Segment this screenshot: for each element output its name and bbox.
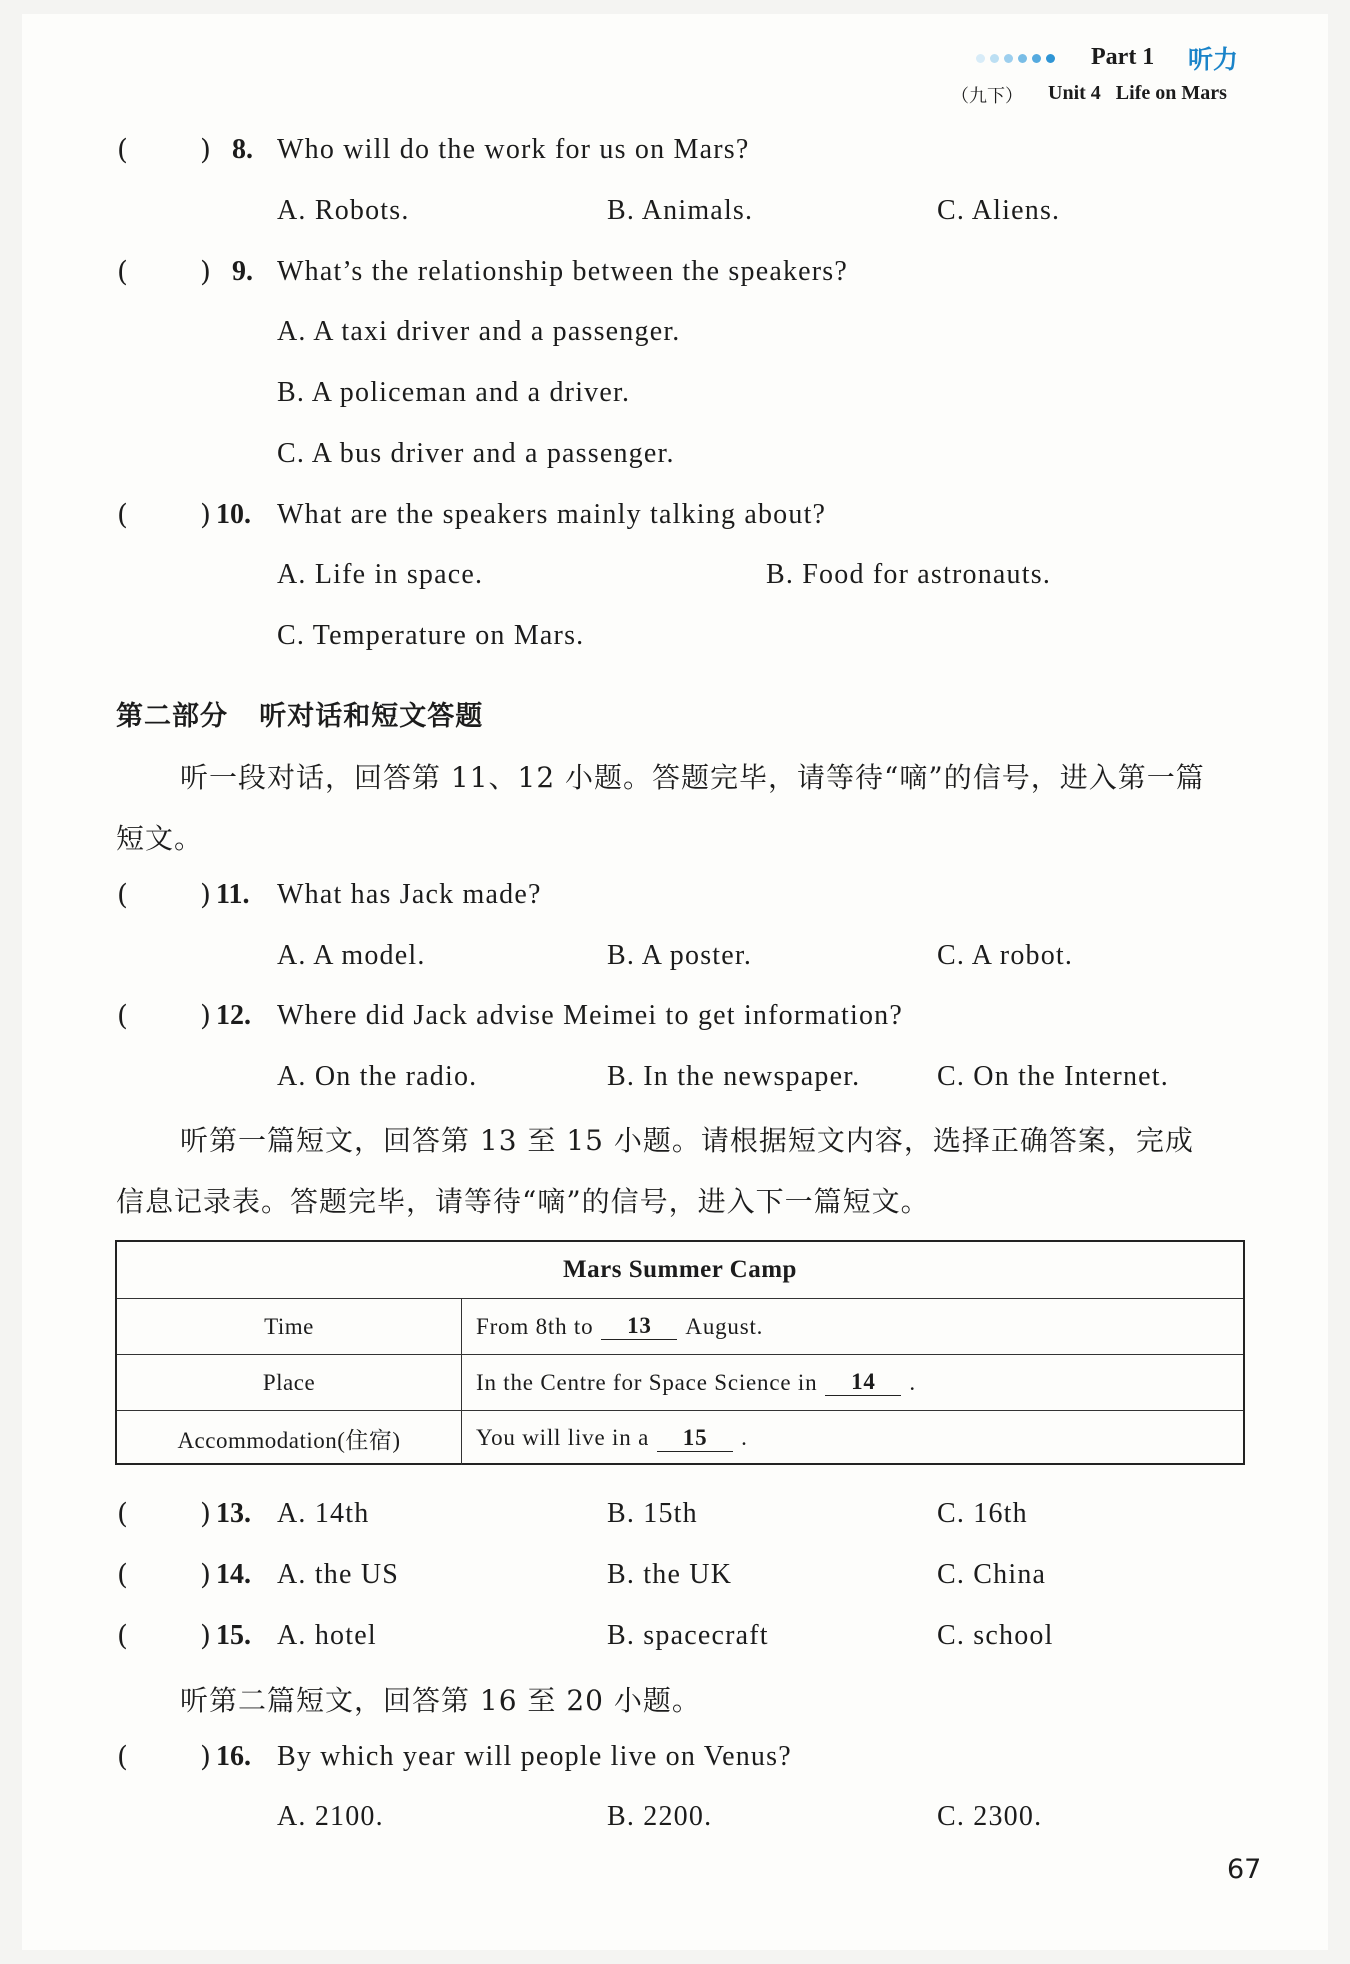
section-name: 听对话和短文答题 — [259, 701, 484, 732]
answer-bracket-open[interactable]: ( — [117, 498, 128, 531]
workbook-page — [22, 14, 1328, 1950]
header-dot — [1046, 54, 1055, 63]
question-number: 9. — [232, 256, 253, 287]
header-dot — [1032, 54, 1041, 63]
value-after: August. — [685, 1313, 764, 1339]
passage2-instructions: 听第二篇短文，回答第 16 至 20 小题。 — [180, 1684, 701, 1717]
question-number: 11. — [216, 879, 250, 910]
option-c[interactable]: C. school — [937, 1620, 1054, 1651]
row-value — [462, 1411, 1243, 1465]
question-text: Who will do the work for us on Mars? — [277, 134, 750, 165]
option-c[interactable]: C. 16th — [937, 1498, 1028, 1529]
question-text: What has Jack made? — [277, 879, 542, 910]
answer-bracket-open[interactable]: ( — [117, 1619, 128, 1652]
answer-bracket-close: ) — [200, 498, 211, 531]
option-b[interactable]: B. 2200. — [607, 1801, 713, 1832]
row-value — [462, 1299, 1243, 1354]
question-number: 8. — [232, 134, 253, 165]
answer-bracket-open[interactable]: ( — [117, 255, 128, 288]
option-c[interactable]: C. Temperature on Mars. — [277, 620, 585, 651]
option-c[interactable]: C. A bus driver and a passenger. — [277, 438, 675, 469]
value-before: You will live in a — [476, 1425, 650, 1450]
value-after: . — [909, 1369, 916, 1395]
row-label: Time — [117, 1299, 462, 1354]
answer-bracket-close: ) — [200, 1558, 211, 1591]
answer-bracket-close: ) — [200, 1740, 211, 1773]
header-section-cn: 听力 — [1188, 45, 1239, 74]
dialogue-instructions-line-1: 听一段对话，回答第 11、12 小题。答题完毕，请等待“嘀”的信号，进入第一篇 — [180, 761, 1205, 794]
option-b[interactable]: B. In the newspaper. — [607, 1061, 861, 1092]
option-c[interactable]: C. China — [937, 1559, 1047, 1590]
value-before: In the Centre for Space Science in — [476, 1369, 818, 1395]
table-row-place — [117, 1354, 1243, 1410]
value-before: From 8th to — [476, 1313, 594, 1339]
blank-15[interactable]: 15 — [657, 1425, 733, 1452]
passage1-instructions-line-1: 听第一篇短文，回答第 13 至 15 小题。请根据短文内容，选择正确答案，完成 — [180, 1124, 1194, 1157]
blank-13[interactable]: 13 — [601, 1313, 677, 1340]
header-unit-number: Unit 4 — [1048, 82, 1101, 104]
row-value — [462, 1355, 1243, 1410]
answer-bracket-close: ) — [200, 255, 211, 288]
option-b[interactable]: B. A poster. — [607, 940, 753, 971]
option-b[interactable]: B. the UK — [607, 1559, 733, 1590]
question-number: 16. — [216, 1741, 251, 1772]
option-c[interactable]: C. Aliens. — [937, 195, 1061, 226]
option-b[interactable]: B. Animals. — [607, 195, 754, 226]
section-title — [116, 694, 483, 733]
answer-bracket-close: ) — [200, 999, 211, 1032]
blank-14[interactable]: 14 — [825, 1369, 901, 1396]
header-unit-title: Life on Mars — [1115, 82, 1227, 104]
option-a[interactable]: A. Life in space. — [277, 559, 484, 590]
value-after: . — [741, 1425, 748, 1450]
option-a[interactable]: A. the US — [277, 1559, 400, 1590]
option-a[interactable]: A. A model. — [277, 940, 426, 971]
answer-bracket-open[interactable]: ( — [117, 999, 128, 1032]
table-row-accommodation — [117, 1410, 1243, 1465]
question-number: 12. — [216, 1000, 251, 1031]
option-c[interactable]: C. On the Internet. — [937, 1061, 1169, 1092]
header-grade: （九下） — [951, 86, 1023, 107]
option-a[interactable]: A. 2100. — [277, 1801, 384, 1832]
answer-bracket-open[interactable]: ( — [117, 1740, 128, 1773]
option-b[interactable]: B. 15th — [607, 1498, 698, 1529]
question-number: 10. — [216, 499, 251, 530]
answer-bracket-open[interactable]: ( — [117, 1558, 128, 1591]
option-b[interactable]: B. spacecraft — [607, 1620, 769, 1651]
question-text: By which year will people live on Venus? — [277, 1741, 792, 1772]
answer-bracket-open[interactable]: ( — [117, 1497, 128, 1530]
header-dots — [976, 54, 1055, 63]
dialogue-instructions-line-2: 短文。 — [116, 822, 204, 855]
option-a[interactable]: A. Robots. — [277, 195, 410, 226]
option-a[interactable]: A. On the radio. — [277, 1061, 478, 1092]
option-a[interactable]: A. A taxi driver and a passenger. — [277, 316, 681, 347]
answer-bracket-close: ) — [200, 1619, 211, 1652]
question-text: Where did Jack advise Meimei to get information? — [277, 1000, 903, 1031]
answer-bracket-close: ) — [200, 1497, 211, 1530]
header-dot — [1004, 54, 1013, 63]
option-a[interactable]: A. hotel — [277, 1620, 377, 1651]
option-c[interactable]: C. A robot. — [937, 940, 1074, 971]
row-label: Accommodation(住宿) — [117, 1411, 462, 1465]
page-number: 67 — [1227, 1854, 1262, 1885]
question-number: 13. — [216, 1498, 251, 1529]
row-label: Place — [117, 1355, 462, 1410]
question-text: What are the speakers mainly talking about? — [277, 499, 827, 530]
answer-bracket-close: ) — [200, 133, 211, 166]
section-part: 第二部分 — [116, 701, 228, 732]
option-b[interactable]: B. Food for astronauts. — [766, 559, 1052, 590]
header-part: Part 1 — [1091, 44, 1155, 70]
option-b[interactable]: B. A policeman and a driver. — [277, 377, 631, 408]
question-number: 14. — [216, 1559, 251, 1590]
header-unit — [1048, 82, 1227, 105]
table-row-time — [117, 1298, 1243, 1354]
option-c[interactable]: C. 2300. — [937, 1801, 1043, 1832]
passage1-instructions-line-2: 信息记录表。答题完毕，请等待“嘀”的信号，进入下一篇短文。 — [116, 1185, 930, 1218]
answer-bracket-close: ) — [200, 878, 211, 911]
question-text: What’s the relationship between the speakers? — [277, 256, 849, 287]
header-dot — [976, 54, 985, 63]
answer-bracket-open[interactable]: ( — [117, 133, 128, 166]
table-caption: Mars Summer Camp — [563, 1256, 797, 1283]
header-dot — [990, 54, 999, 63]
option-a[interactable]: A. 14th — [277, 1498, 370, 1529]
question-number: 15. — [216, 1620, 251, 1651]
header-dot — [1018, 54, 1027, 63]
answer-bracket-open[interactable]: ( — [117, 878, 128, 911]
info-record-table — [115, 1240, 1245, 1465]
